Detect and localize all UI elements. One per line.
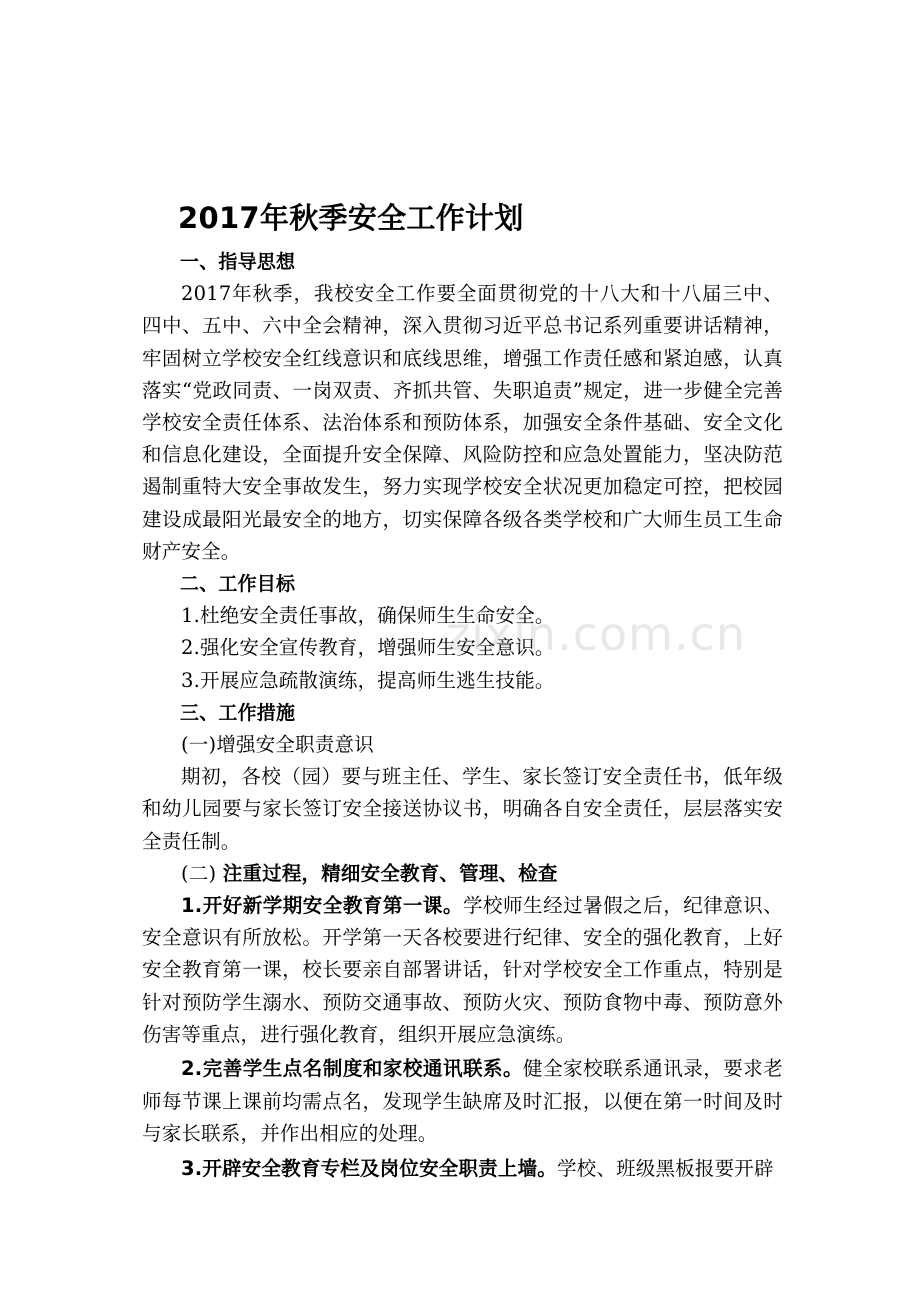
subsection-heading-process	[142, 858, 783, 890]
responsibility-paragraph: 期初，各校（园）要与班主任、学生、家长签订安全责任书，低年级和幼儿园要与家长签订安全接送协议书，明确各自安全责任，层层落实安全责任制。	[142, 765, 783, 853]
goal-item: 1.杜绝安全责任事故，确保师生生命安全。	[181, 604, 555, 628]
section-heading-guiding-thought: 一、指导思想	[180, 251, 296, 273]
subsection-heading-text: 注重过程，精细安全教育、管理、检查	[222, 861, 558, 885]
measure-lead: 2.完善学生点名制度和家校通讯联系。	[181, 1057, 524, 1081]
document-title: 2017年秋季安全工作计划	[178, 201, 524, 235]
subsection-heading-responsibility: (一)增强安全职责意识	[181, 733, 374, 757]
measure-body: 学校、班级黑板报要开辟	[556, 1156, 774, 1180]
section-heading-work-measures: 三、工作措施	[180, 701, 296, 724]
measure-body: 学校师生经过暑假之后，纪律意识、安全意识有所放松。开学第一天各校要进行纪律、安全的强化教育，上好安全教育第一课，校长要亲自部署讲话，针对学校安全工作重点，特别是针对预防学生溺水、预防交通事故、预防火灾、预防食物中毒、预防意外伤害等重点，进行强化教育，组织开展应急演练。	[142, 894, 784, 1046]
section-heading-work-goals: 二、工作目标	[180, 573, 296, 596]
goal-item: 3.开展应急疏散演练，提高师生逃生技能。	[181, 668, 555, 692]
measure-paragraph	[142, 1153, 783, 1186]
document-content	[142, 196, 783, 1185]
measure-lead: 3.开辟安全教育专栏及岗位安全职责上墙。	[181, 1156, 557, 1180]
guiding-thought-paragraph: 2017年秋季，我校安全工作要全面贯彻党的十八大和十八届三中、四中、五中、六中全会精神，深入贯彻习近平总书记系列重要讲话精神，牢固树立学校安全红线意识和底线思维，增强工作责任感和紧迫感，认真落实“党政同责、一岗双责、齐抓共管、失职追责”规定，进一步健全完善学校安全责任体系、法治体系和预防体系，加强安全条件基础、安全文化和信息化建设，全面提升安全保障、风险防控和应急处置能力，坚决防范遏制重特大安全事故发生，努力实现学校安全状况更加稳定可控，把校园建设成最阳光最安全的地方，切实保障各级各类学校和广大师生员工生命财产安全。	[142, 282, 783, 563]
goal-item: 2.强化安全宣传教育，增强师生安全意识。	[181, 636, 555, 660]
measure-paragraph	[142, 890, 783, 1051]
watermark-text: zixin.com.cn	[446, 607, 747, 661]
measure-paragraph	[142, 1053, 783, 1151]
measure-body: 健全家校联系通讯录，要求老师每节课上课前均需点名，发现学生缺席及时汇报，以便在第一时间及时与家长联系，并作出相应的处理。	[142, 1057, 784, 1146]
subsection-number: (二)	[181, 861, 223, 885]
measure-lead: 1.开好新学期安全教育第一课。	[181, 894, 463, 918]
